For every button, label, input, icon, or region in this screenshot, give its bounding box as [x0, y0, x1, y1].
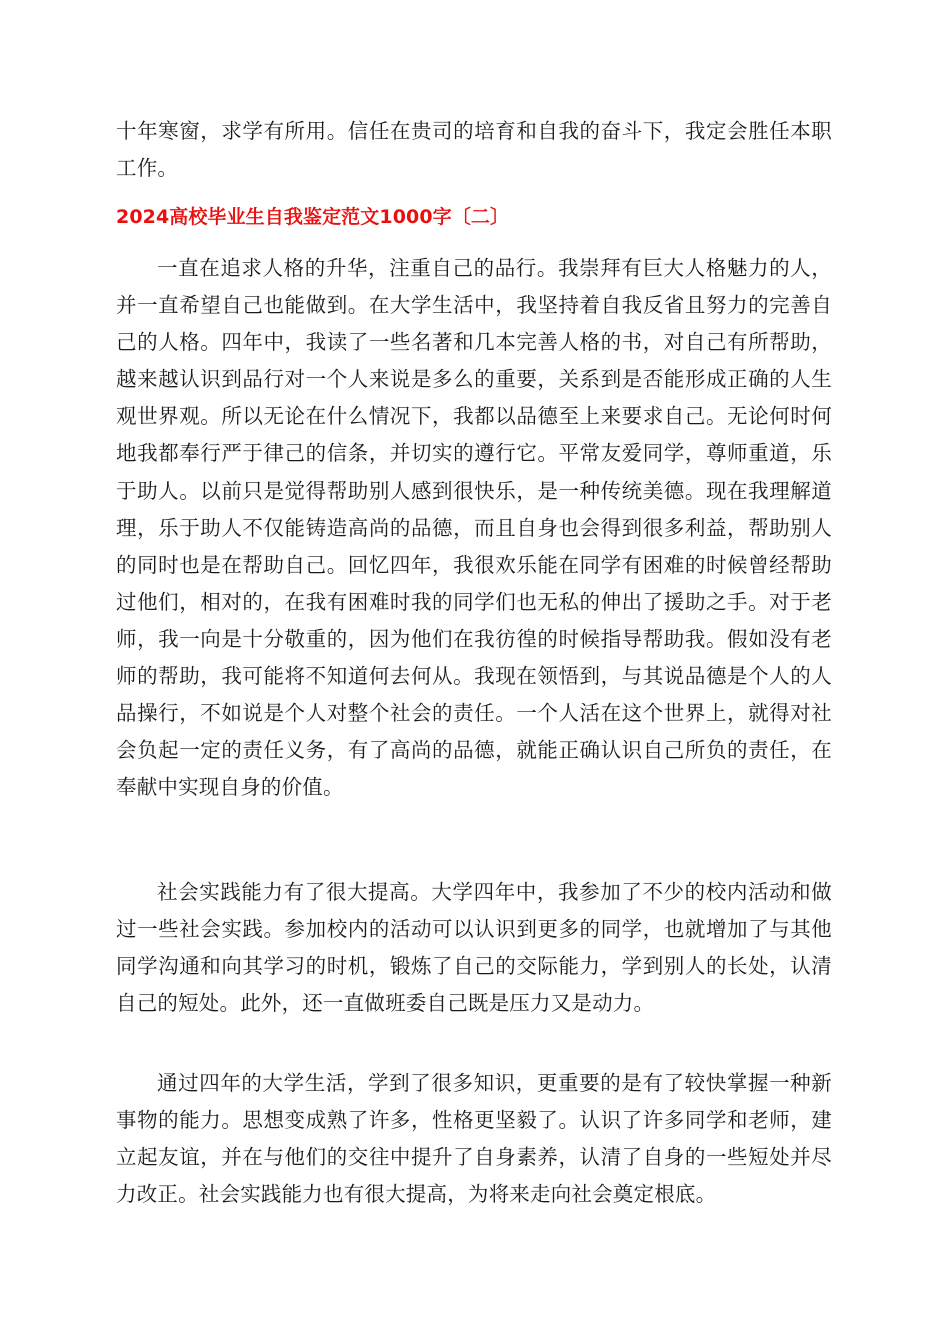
paragraph-social-practice: 社会实践能力有了很大提高。大学四年中，我参加了不少的校内活动和做过一些社会实践。参加校内的活动可以认识到更多的同学，也就增加了与其他同学沟通和向其学习的时机，锻炼了自己的交际能力，学到别人的长处，认清自己的短处。此外，还一直做班委自己既是压力又是动力。: [116, 880, 832, 1016]
paragraph-summary: 通过四年的大学生活，学到了很多知识，更重要的是有了较快掌握一种新事物的能力。思想变成熟了许多，性格更坚毅了。认识了许多同学和老师，建立起友谊，并在与他们的交往中提升了自身素养，认清了自身的一些短处并尽力改正。社会实践能力也有很大提高，为将来走向社会奠定根底。: [116, 1071, 832, 1207]
paragraph-character: 一直在追求人格的升华，注重自己的品行。我崇拜有巨大人格魅力的人，并一直希望自己也能做到。在大学生活中，我坚持着自我反省且努力的完善自己的人格。四年中，我读了一些名著和几本完善人格的书，对自己有所帮助，越来越认识到品行对一个人来说是多么的重要，关系到是否能形成正确的人生观世界观。所以无论在什么情况下，我都以品德至上来要求自己。无论何时何地我都奉行严于律己的信条，并切实的遵行它。平常友爱同学，尊师重道，乐于助人。以前只是觉得帮助别人感到很快乐，是一种传统美德。现在我理解道理，乐于助人不仅能铸造高尚的品德，而且自身也会得到很多利益，帮助别人的同时也是在帮助自己。回忆四年，我很欢乐能在同学有困难的时候曾经帮助过他们，相对的，在我有困难时我的同学们也无私的伸出了援助之手。对于老师，我一向是十分敬重的，因为他们在我彷徨的时候指导帮助我。假如没有老师的帮助，我可能将不知道何去何从。我现在领悟到，与其说品德是个人的人品操行，不如说是个人对整个社会的责任。一个人活在这个世界上，就得对社会负起一定的责任义务，有了高尚的品德，就能正确认识自己所负的责任，在奉献中实现自身的价值。: [116, 256, 832, 800]
intro-paragraph: 十年寒窗，求学有所用。信任在贵司的培育和自我的奋斗下，我定会胜任本职工作。: [116, 119, 832, 181]
section-heading: 2024高校毕业生自我鉴定范文1000字〔二〕: [116, 206, 510, 228]
